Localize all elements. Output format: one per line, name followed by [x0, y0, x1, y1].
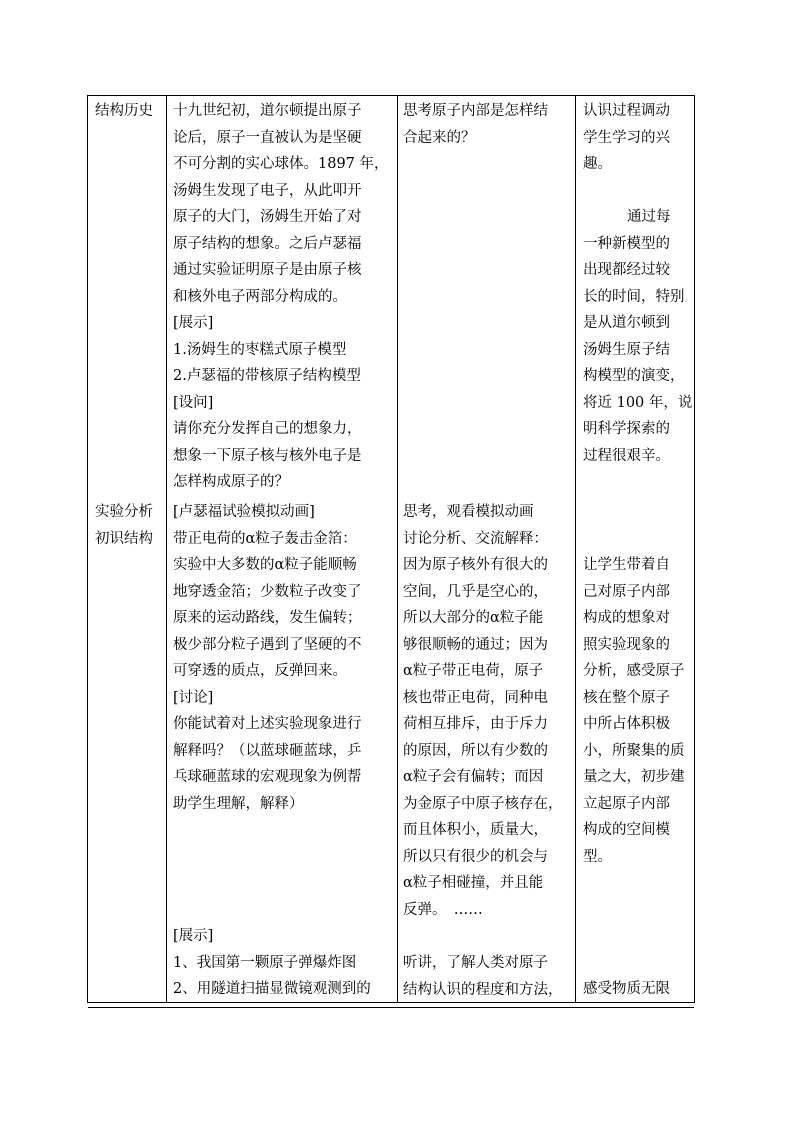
text-line: 中所占体积极 [583, 716, 670, 732]
text-line: 怎样构成原子的？ [173, 474, 289, 490]
text-line: α粒子带正电荷，原子 [403, 663, 544, 679]
row2-teacher-activity [173, 499, 362, 817]
text-line: 论后，原子一直被认为是坚硬 [173, 129, 362, 146]
text-line: 构成的想象对 [583, 610, 670, 626]
text-line: 实验中大多数的α粒子能顺畅 [173, 557, 357, 573]
row2-teacher-activity-2 [173, 923, 371, 1003]
lesson-table [87, 95, 695, 1003]
section-tag-animation: [卢瑟福试验模拟动画] [173, 504, 315, 520]
text-line: 够很顺畅的通过；因为 [403, 636, 548, 653]
row2-student-activity-2 [403, 950, 563, 1003]
text-line: 听讲，了解人类对原子 [403, 955, 548, 971]
stage-label: 结构历史 [95, 103, 153, 119]
column-divider [166, 96, 167, 1002]
text-line: 1.汤姆生的枣糕式原子模型 [173, 341, 347, 358]
row-divider [88, 1007, 694, 1008]
text-line: 助学生理解，解释） [173, 795, 304, 812]
text-line: 原子的大门，汤姆生开始了对 [173, 209, 362, 225]
text-line: 想象一下原子核与核外电子是 [173, 447, 362, 464]
text-line: 思考，观看模拟动画 [403, 504, 534, 520]
text-line: 量之大，初步建 [583, 769, 685, 785]
text-line: 乓球砸蓝球的宏观现象为例帮 [173, 769, 362, 785]
text-line: 所以只有很少的机会与 [403, 848, 548, 865]
text-line: 的原因，所以有少数的 [403, 742, 548, 759]
text-line: 合起来的？ [403, 129, 476, 146]
text-line: 十九世纪初，道尔顿提出原子 [173, 103, 362, 119]
text-line: 和核外电子两部分构成的。 [173, 288, 347, 305]
row1-design-intent-2 [583, 204, 692, 469]
text-line: 核也带正电荷，同种电 [403, 689, 548, 706]
text-line: 反弹。 …… [403, 901, 483, 918]
text-line: 原来的运动路线，发生偏转； [173, 610, 362, 626]
text-line: 不可分割的实心球体。1897 年， [173, 156, 389, 172]
text-line: 2.卢瑟福的带核原子结构模型 [173, 368, 361, 384]
text-line: 核在整个原子 [583, 689, 670, 706]
text-line: 过程很艰辛。 [583, 447, 670, 464]
row1-stage-cell [95, 98, 153, 125]
row1-student-activity [403, 98, 548, 151]
row1-teacher-activity [173, 98, 389, 496]
text-line: 极少部分粒子遇到了坚硬的不 [173, 636, 362, 653]
section-tag-question: [设问] [173, 394, 214, 411]
text-line: 为金原子中原子核存在， [403, 795, 563, 812]
stage-label: 初识结构 [95, 530, 153, 547]
text-line: 2、用隧道扫描显微镜观测到的 [173, 981, 371, 997]
text-line: 可穿透的质点，反弹回来。 [173, 663, 347, 679]
row1-design-intent [583, 98, 670, 178]
column-divider [575, 96, 576, 1002]
stage-label: 实验分析 [95, 504, 153, 520]
text-line: 构模型的演变， [583, 368, 685, 384]
section-tag-discussion: [讨论] [173, 689, 214, 706]
text-line: 明科学探索的 [583, 421, 670, 437]
text-line: 感受物质无限 [583, 981, 670, 997]
text-line: 讨论分析、交流解释： [403, 530, 548, 547]
text-line: 1、我国第一颗原子弹爆炸图 [173, 954, 357, 971]
text-line: 地穿透金箔；少数粒子改变了 [173, 583, 362, 600]
column-divider [397, 96, 398, 1002]
text-line: 请你充分发挥自己的想象力， [173, 421, 362, 437]
text-line: 型。 [583, 848, 612, 865]
text-line: 荷相互排斥，由于斥力 [403, 716, 548, 732]
text-line: 将近 100 年，说 [583, 394, 693, 411]
text-line: 思考原子内部是怎样结 [403, 103, 548, 119]
text-line: 学生学习的兴 [583, 129, 670, 146]
row2-stage-cell [95, 499, 153, 552]
text-line: α粒子会有偏转；而因 [403, 769, 544, 785]
section-tag-show: [展示] [173, 928, 214, 944]
text-line: 趣。 [583, 156, 612, 172]
row2-design-intent-2 [583, 976, 670, 1003]
text-line: 所以大部分的α粒子能 [403, 610, 544, 626]
text-line: 让学生带着自 [583, 557, 670, 573]
text-line: 结构认识的程度和方法， [403, 981, 563, 998]
text-line: 汤姆生原子结 [583, 341, 670, 358]
text-line: 原子结构的想象。之后卢瑟福 [173, 235, 362, 252]
text-line: α粒子相碰撞，并且能 [403, 875, 544, 891]
text-line: 通过每 [627, 209, 671, 225]
text-line: 汤姆生发现了电子，从此叩开 [173, 182, 362, 199]
text-line: 解释吗？（以蓝球砸蓝球，乒 [173, 742, 362, 759]
text-line: 己对原子内部 [583, 583, 670, 600]
text-line: 分析，感受原子 [583, 663, 685, 679]
section-tag-show: [展示] [173, 315, 214, 331]
text-line: 带正电荷的α粒子轰击金箔： [173, 530, 357, 547]
text-line: 你能试着对上述实验现象进行 [173, 716, 362, 732]
text-line: 空间，几乎是空心的， [403, 583, 548, 600]
row2-student-activity [403, 499, 563, 923]
text-line: 照实验现象的 [583, 636, 670, 653]
text-line: 而且体积小，质量大， [403, 822, 548, 838]
text-line: 出现都经过较 [583, 262, 670, 278]
text-line: 通过实验证明原子是由原子核 [173, 262, 362, 278]
text-line: 因为原子核外有很大的 [403, 557, 548, 573]
text-line: 一种新模型的 [583, 235, 670, 252]
text-line: 认识过程调动 [583, 103, 670, 119]
text-line: 是从道尔顿到 [583, 315, 670, 331]
text-line: 立起原子内部 [583, 795, 670, 812]
text-line: 小，所聚集的质 [583, 742, 685, 759]
row2-design-intent [583, 552, 685, 870]
text-line: 构成的空间模 [583, 822, 670, 838]
text-line: 长的时间，特别 [583, 288, 685, 305]
